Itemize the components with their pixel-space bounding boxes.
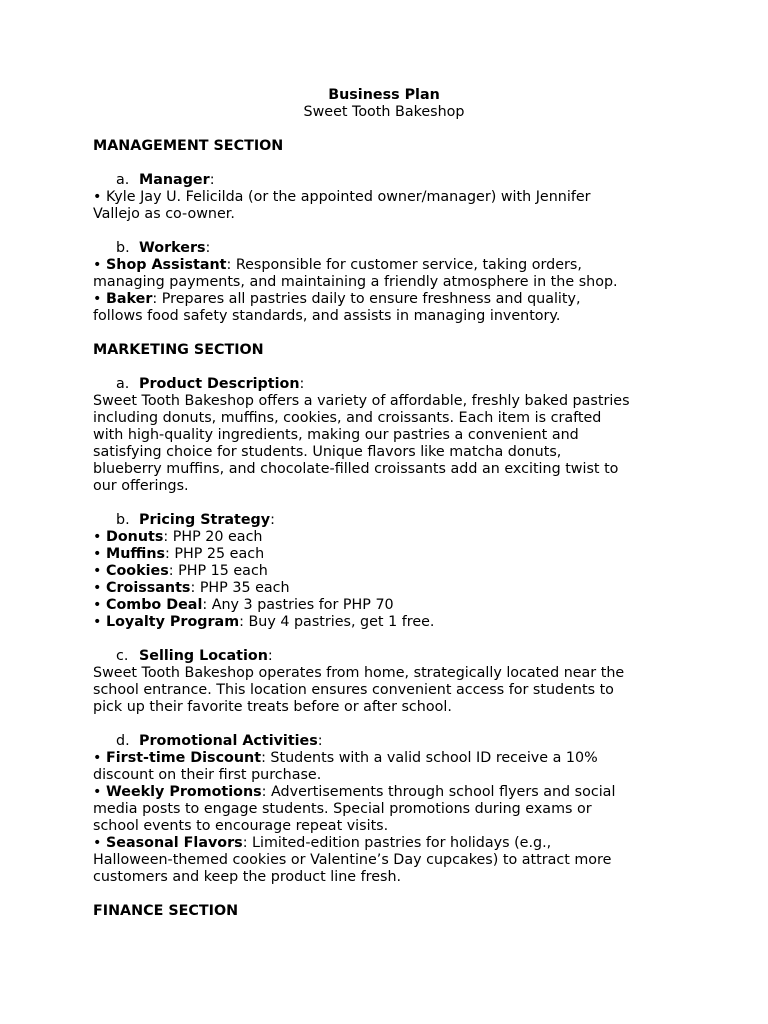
management-section-heading: MANAGEMENT SECTION [93,138,284,154]
promo-desc: : Limited-edition pastries for holidays (e.g., [242,835,552,851]
product-colon: : [299,376,305,392]
price-term: Muffins [105,546,166,562]
workers-letter: b. [116,240,130,256]
bullet-mark: • [93,563,106,579]
worker-desc: : Responsible for customer service, taking orders, [226,257,582,273]
promo-desc: : Advertisements through school flyers and social [261,784,616,800]
promo-term: Weekly Promotions [105,784,262,800]
bullet-mark: • [93,750,106,766]
worker-term: Baker [105,291,153,307]
promo-desc-cont: discount on their first purchase. [93,767,322,783]
marketing-section-heading: MARKETING SECTION [93,342,264,358]
product-line: with high-quality ingredients, making our pastries a convenient and [93,427,579,443]
document-page [93,87,693,920]
price-value: : PHP 25 each [165,546,265,562]
spacer [93,359,693,376]
product-line: including donuts, muffins, cookies, and croissants. Each item is crafted [93,410,602,426]
spacer [93,631,693,648]
worker-term: Shop Assistant [105,257,227,273]
price-term: Cookies [105,563,169,579]
worker-item-shop-assistant [93,257,693,274]
bullet-mark: • [93,257,106,273]
location-line: Sweet Tooth Bakeshop operates from home, strategically located near the [93,665,625,681]
promo-desc-cont: media posts to engage students. Special promotions during exams or [93,801,592,817]
manager-colon: : [209,172,215,188]
location-line: pick up their favorite treats before or after school. [93,699,452,715]
price-item-loyalty-program [93,614,693,631]
price-term: Loyalty Program [105,614,240,630]
manager-subheading [93,172,693,189]
location-colon: : [267,648,273,664]
price-item-cookies [93,563,693,580]
workers-colon: : [205,240,211,256]
product-subheading [93,376,693,393]
price-value: : Any 3 pastries for PHP 70 [202,597,394,613]
price-value: : Buy 4 pastries, get 1 free. [239,614,435,630]
spacer [93,223,693,240]
pricing-colon: : [270,512,275,528]
worker-item-baker [93,291,693,308]
price-item-croissants [93,580,693,597]
price-item-combo-deal [93,597,693,614]
worker-desc-cont: managing payments, and maintaining a friendly atmosphere in the shop. [93,274,618,290]
spacer [93,716,693,733]
location-subheading [93,648,693,665]
product-line: our offerings. [93,478,189,494]
product-letter: a. [116,376,130,392]
promotions-colon: : [317,733,323,749]
document-title: Business Plan [328,87,440,103]
worker-desc: : Prepares all pastries daily to ensure freshness and quality, [152,291,581,307]
promo-desc-cont: Halloween-themed cookies or Valentine’s Day cupcakes) to attract more [93,852,612,868]
bullet-mark: • [93,614,106,630]
price-item-donuts [93,529,693,546]
promotions-label: Promotional Activities [139,733,318,749]
bullet-mark: • [93,291,106,307]
promo-term: Seasonal Flavors [105,835,243,851]
bullet-mark: • [93,580,106,596]
manager-label: Manager [139,172,210,188]
manager-letter: a. [116,172,130,188]
spacer [93,495,693,512]
price-value: : PHP 20 each [163,529,263,545]
spacer [93,121,693,138]
location-letter: c. [116,648,129,664]
price-term: Combo Deal [105,597,203,613]
document-subtitle: Sweet Tooth Bakeshop [303,104,465,120]
workers-label: Workers [139,240,206,256]
bullet-mark: • [93,835,106,851]
spacer [93,325,693,342]
promotions-subheading [93,733,693,750]
promo-desc-cont: customers and keep the product line fresh. [93,869,402,885]
product-line: satisfying choice for students. Unique flavors like matcha donuts, [93,444,562,460]
bullet-mark: • [93,529,106,545]
pricing-subheading [93,512,693,529]
product-line: blueberry muffins, and chocolate-filled croissants add an exciting twist to [93,461,619,477]
workers-subheading [93,240,693,257]
price-term: Donuts [105,529,164,545]
finance-section-heading: FINANCE SECTION [93,903,239,919]
price-value: : PHP 35 each [190,580,290,596]
promo-item-seasonal-flavors [93,835,693,852]
promo-item-weekly-promotions [93,784,693,801]
price-value: : PHP 15 each [168,563,268,579]
manager-line-2: Vallejo as co-owner. [93,206,235,222]
spacer [93,155,693,172]
promo-desc-cont: school events to encourage repeat visits. [93,818,389,834]
price-item-muffins [93,546,693,563]
promotions-letter: d. [116,733,130,749]
pricing-label: Pricing Strategy [139,512,271,528]
product-line: Sweet Tooth Bakeshop offers a variety of affordable, freshly baked pastries [93,393,630,409]
bullet-mark: • [93,784,106,800]
promo-item-first-time-discount [93,750,693,767]
manager-line-1: • Kyle Jay U. Felicilda (or the appointed owner/manager) with Jennifer [93,189,591,205]
spacer [93,886,693,903]
price-term: Croissants [105,580,191,596]
product-label: Product Description [139,376,300,392]
bullet-mark: • [93,597,106,613]
location-line: school entrance. This location ensures convenient access for students to [93,682,614,698]
promo-desc: : Students with a valid school ID receive a 10% [261,750,598,766]
location-label: Selling Location [139,648,268,664]
pricing-letter: b. [116,512,130,528]
worker-desc-cont: follows food safety standards, and assists in managing inventory. [93,308,561,324]
bullet-mark: • [93,546,106,562]
promo-term: First-time Discount [105,750,262,766]
